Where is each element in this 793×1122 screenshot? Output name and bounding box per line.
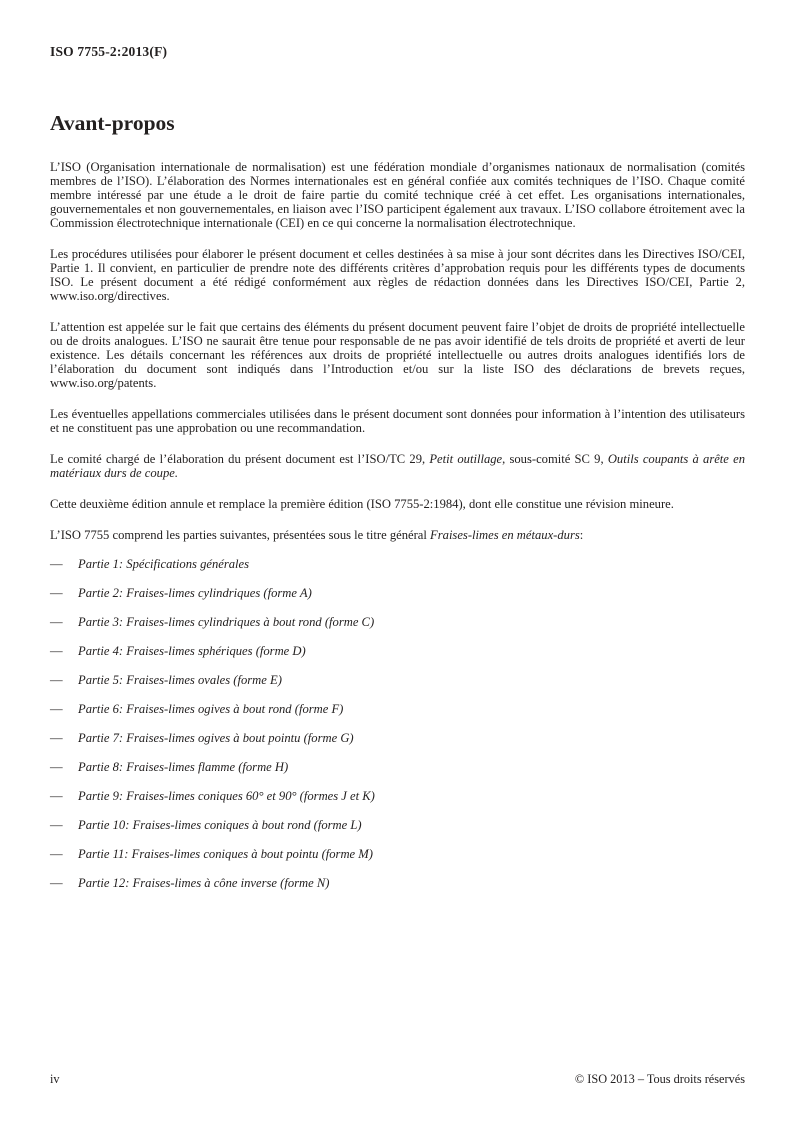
dash-bullet: — bbox=[50, 673, 63, 687]
dash-bullet: — bbox=[50, 789, 63, 803]
dash-bullet: — bbox=[50, 847, 63, 861]
page-footer bbox=[50, 1072, 745, 1086]
dash-bullet: — bbox=[50, 731, 63, 745]
copyright-notice: © ISO 2013 – Tous droits réservés bbox=[574, 1072, 745, 1086]
list-item-part-3 bbox=[50, 615, 745, 629]
series-intro-colon: : bbox=[579, 528, 584, 542]
part-title: Partie 8: Fraises-limes flamme (forme H) bbox=[78, 760, 289, 774]
paragraph-procedures: Les procédures utilisées pour élaborer le présent document et celles destinées à sa mise à jour sont décrites dans les Directives ISO/CEI, Partie 1. Il convient, en particulier de prendre note des différents critères d’approbation requis pour les différents types de documents ISO. Le présent document a été rédigé conformément aux règles de rédaction données dans les Directives ISO/CEI, Partie 2, www.iso.org/directives. bbox=[50, 247, 745, 303]
list-item-part-7 bbox=[50, 731, 745, 745]
list-item-part-5 bbox=[50, 673, 745, 687]
dash-bullet: — bbox=[50, 876, 63, 890]
running-header: ISO 7755-2:2013(F) bbox=[50, 44, 168, 59]
parts-list bbox=[50, 557, 745, 890]
part-title: Partie 4: Fraises-limes sphériques (forme D) bbox=[78, 644, 306, 658]
dash-bullet: — bbox=[50, 702, 63, 716]
paragraph-series-intro bbox=[50, 528, 745, 542]
list-item-part-11 bbox=[50, 847, 745, 861]
list-item-part-8 bbox=[50, 760, 745, 774]
paragraph-edition: Cette deuxième édition annule et remplace la première édition (ISO 7755-2:1984), dont elle constitue une révision mineure. bbox=[50, 497, 674, 511]
paragraph-patent-notice: L’attention est appelée sur le fait que certains des éléments du présent document peuvent faire l’objet de droits de propriété intellectuelle ou de droits analogues. L’ISO ne saurait être tenue pour responsable de ne pas avoir identifié de tels droits de propriété et averti de leur existence. Les détails concernant les références aux droits de propriété intellectuelle ou autres droits analogues identifiés lors de l’élaboration du document sont indiqués dans l’Introduction et/ou sur la liste ISO des déclarations de brevets reçues, www.iso.org/patents. bbox=[50, 320, 745, 390]
list-item-part-4 bbox=[50, 644, 745, 658]
page-number: iv bbox=[50, 1072, 60, 1086]
list-item-part-9 bbox=[50, 789, 745, 803]
part-title: Partie 7: Fraises-limes ogives à bout pointu (forme G) bbox=[78, 731, 354, 745]
part-title: Partie 3: Fraises-limes cylindriques à bout rond (forme C) bbox=[78, 615, 375, 629]
subcommittee-text: , sous-comité SC 9, bbox=[502, 452, 608, 466]
part-title: Partie 5: Fraises-limes ovales (forme E) bbox=[78, 673, 282, 687]
dash-bullet: — bbox=[50, 586, 63, 600]
list-item-part-2 bbox=[50, 586, 745, 600]
part-title: Partie 12: Fraises-limes à cône inverse (forme N) bbox=[78, 876, 330, 890]
part-title: Partie 1: Spécifications générales bbox=[78, 557, 250, 571]
series-intro-text: L’ISO 7755 comprend les parties suivantes, présentées sous le titre général bbox=[50, 528, 431, 542]
dash-bullet: — bbox=[50, 557, 63, 571]
dash-bullet: — bbox=[50, 760, 63, 774]
part-title: Partie 2: Fraises-limes cylindriques (forme A) bbox=[78, 586, 312, 600]
committee-text: Le comité chargé de l’élaboration du présent document est l’ISO/TC 29, bbox=[50, 452, 430, 466]
subcommittee-name: Outils coupants à arête en matériaux durs de coupe. bbox=[50, 452, 745, 480]
list-item-part-6 bbox=[50, 702, 745, 716]
series-general-title: Fraises-limes en métaux-durs bbox=[430, 528, 580, 542]
page-title: Avant-propos bbox=[50, 111, 175, 135]
list-item-part-10 bbox=[50, 818, 745, 832]
paragraph-trade-names: Les éventuelles appellations commerciales utilisées dans le présent document sont données pour information à l’intention des utilisateurs et ne constituent pas une approbation ou une recommandation. bbox=[50, 407, 745, 435]
part-title: Partie 9: Fraises-limes coniques 60° et 90° (formes J et K) bbox=[78, 789, 375, 803]
dash-bullet: — bbox=[50, 644, 63, 658]
paragraph-committee bbox=[50, 452, 745, 480]
part-title: Partie 10: Fraises-limes coniques à bout rond (forme L) bbox=[78, 818, 362, 832]
dash-bullet: — bbox=[50, 615, 63, 629]
committee-name: Petit outillage bbox=[429, 452, 503, 466]
part-title: Partie 11: Fraises-limes coniques à bout pointu (forme M) bbox=[78, 847, 373, 861]
dash-bullet: — bbox=[50, 818, 63, 832]
paragraph-iso-description: L’ISO (Organisation internationale de normalisation) est une fédération mondiale d’organismes nationaux de normalisation (comités membres de l’ISO). L’élaboration des Normes internationales est en général confiée aux comités techniques de l’ISO. Chaque comité membre intéressé par une étude a le droit de faire partie du comité technique créé à cet effet. Les organisations internationales, gouvernementales et non gouvernementales, en liaison avec l’ISO participent également aux travaux. L’ISO collabore étroitement avec la Commission électrotechnique internationale (CEI) en ce qui concerne la normalisation électrotechnique. bbox=[50, 160, 745, 230]
list-item-part-12 bbox=[50, 876, 745, 890]
part-title: Partie 6: Fraises-limes ogives à bout rond (forme F) bbox=[78, 702, 344, 716]
list-item-part-1 bbox=[50, 557, 745, 571]
